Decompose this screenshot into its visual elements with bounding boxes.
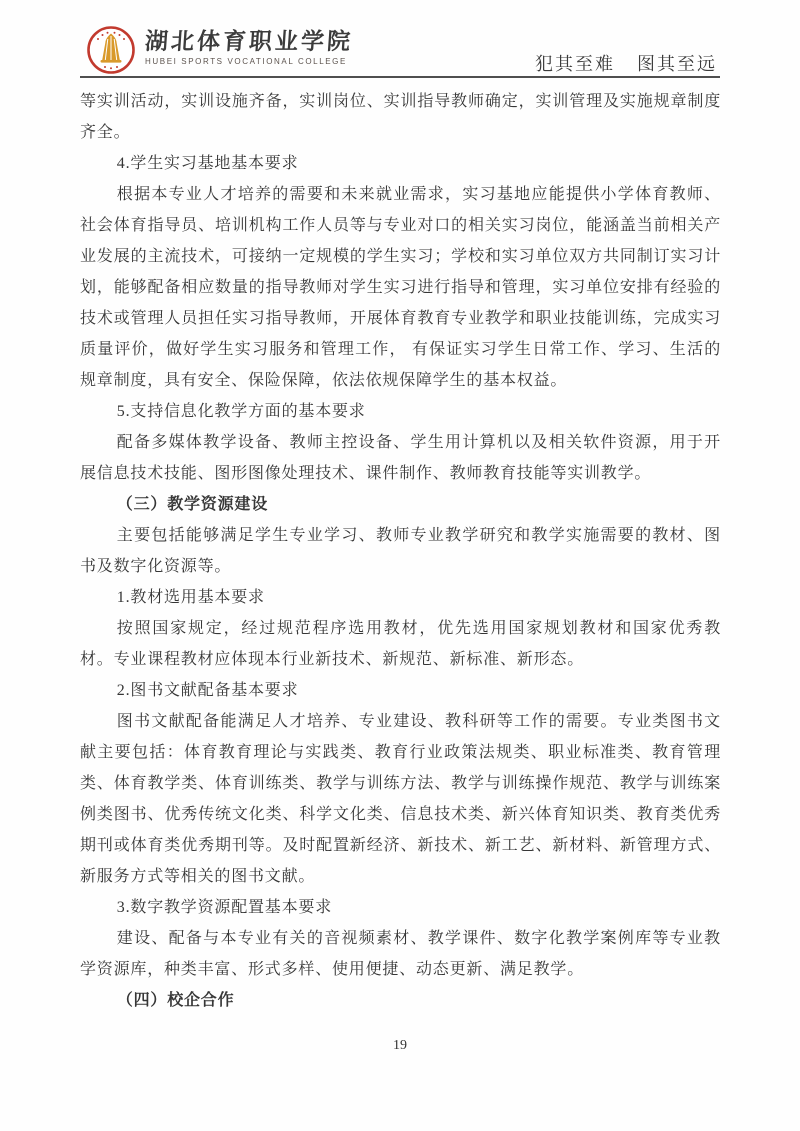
document-body <box>80 86 721 1016</box>
numbered-heading: 4.学生实习基地基本要求 <box>116 155 299 172</box>
header-divider <box>80 76 720 78</box>
college-motto <box>535 50 717 76</box>
college-name-block <box>145 25 353 67</box>
paragraph: 图书文献配备能满足人才培养、专业建设、教科研等工作的需要。专业类图书文献主要包括：体育教育理论与实践类、教育行业政策法规类、职业标准类、教育管理类、体育教学类、体育训练类、教学与训练方法、教学与训练操作规范、教学与训练案例类图书、优秀传统文化类、科学文化类、信息技术类、新兴体育知识类、教育类优秀期刊或体育类优秀期刊等。及时配置新经济、新技术、新工艺、新材料、新管理方式、新服务方式等相关的图书文献。 <box>80 713 721 885</box>
paragraph: 根据本专业人才培养的需要和未来就业需求，实习基地应能提供小学体育教师、社会体育指导员、培训机构工作人员等与专业对口的相关实习岗位，能涵盖当前相关产业发展的主流技术，可接纳一定规模的学生实习；学校和实习单位双方共同制订实习计划，能够配备相应数量的指导教师对学生实习进行指导和管理，实习单位安排有经验的技术或管理人员担任实习指导教师，开展体育教育专业教学和职业技能训练，完成实习质量评价，做好学生实习服务和管理工作， 有保证实习学生日常工作、学习、生活的规章制度，具有安全、保险保障，依法依规保障学生的基本权益。 <box>80 186 721 389</box>
paragraph: 建设、配备与本专业有关的音视频素材、教学课件、数字化教学案例库等专业教学资源库，种类丰富、形式多样、使用便捷、动态更新、满足教学。 <box>80 930 721 978</box>
numbered-heading: 1.教材选用基本要求 <box>116 589 265 606</box>
numbered-heading: 3.数字教学资源配置基本要求 <box>116 899 332 916</box>
paragraph: 按照国家规定，经过规范程序选用教材，优先选用国家规划教材和国家优秀教材。专业课程教材应体现本行业新技术、新规范、新标准、新形态。 <box>80 620 721 668</box>
college-logo <box>86 25 353 75</box>
motto-right: 图其至远 <box>637 54 717 74</box>
paragraph: 配备多媒体教学设备、教师主控设备、学生用计算机以及相关软件资源，用于开展信息技术技能、图形图像处理技术、课件制作、教师教育技能等实训教学。 <box>80 434 721 482</box>
numbered-heading: 2.图书文献配备基本要求 <box>116 682 299 699</box>
paragraph: 等实训活动，实训设施齐备，实训岗位、实训指导教师确定，实训管理及实施规章制度齐全。 <box>80 93 721 141</box>
letterhead <box>80 24 720 76</box>
college-name-en: HUBEI SPORTS VOCATIONAL COLLEGE <box>145 57 347 66</box>
section-heading: （四）校企合作 <box>116 992 235 1009</box>
motto-left: 犯其至难 <box>535 54 615 74</box>
college-name-cn: 湖北体育职业学院 <box>144 29 354 54</box>
college-emblem-icon <box>86 25 136 75</box>
paragraph: 主要包括能够满足学生专业学习、教师专业教学研究和教学实施需要的教材、图书及数字化资源等。 <box>80 527 721 575</box>
numbered-heading: 5.支持信息化教学方面的基本要求 <box>116 403 366 420</box>
section-heading: （三）教学资源建设 <box>116 496 268 513</box>
page-number: 19 <box>393 1038 407 1053</box>
